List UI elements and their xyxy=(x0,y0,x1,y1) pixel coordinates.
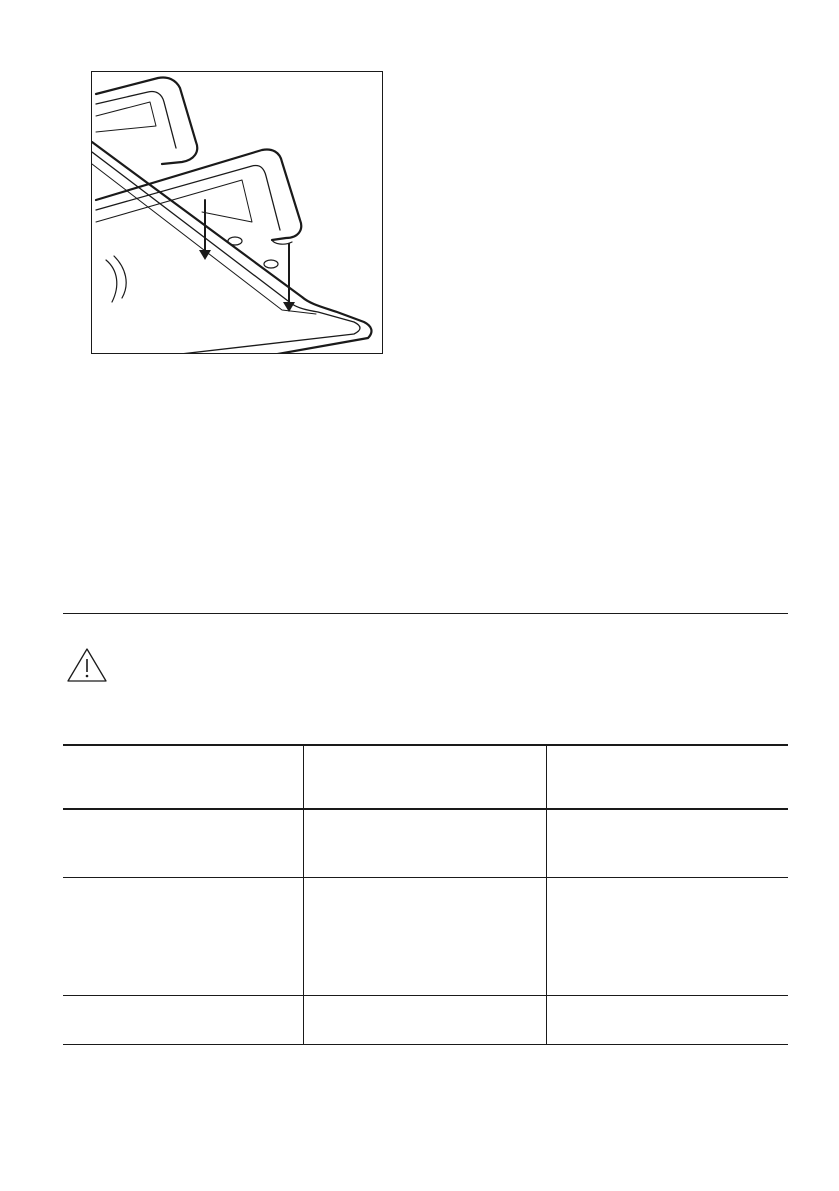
pan-support-illustration xyxy=(91,71,383,354)
warning-triangle-icon xyxy=(66,647,108,683)
table-bottom-border xyxy=(63,1044,788,1045)
table-row-divider xyxy=(63,995,788,996)
data-table xyxy=(63,744,788,1045)
table-column-divider xyxy=(303,744,304,1045)
pan-support-drawing xyxy=(92,72,383,354)
section-divider xyxy=(63,613,788,614)
table-row-divider xyxy=(63,877,788,878)
table-top-border xyxy=(63,744,788,746)
table-column-divider xyxy=(546,744,547,1045)
table-header-border xyxy=(63,808,788,810)
